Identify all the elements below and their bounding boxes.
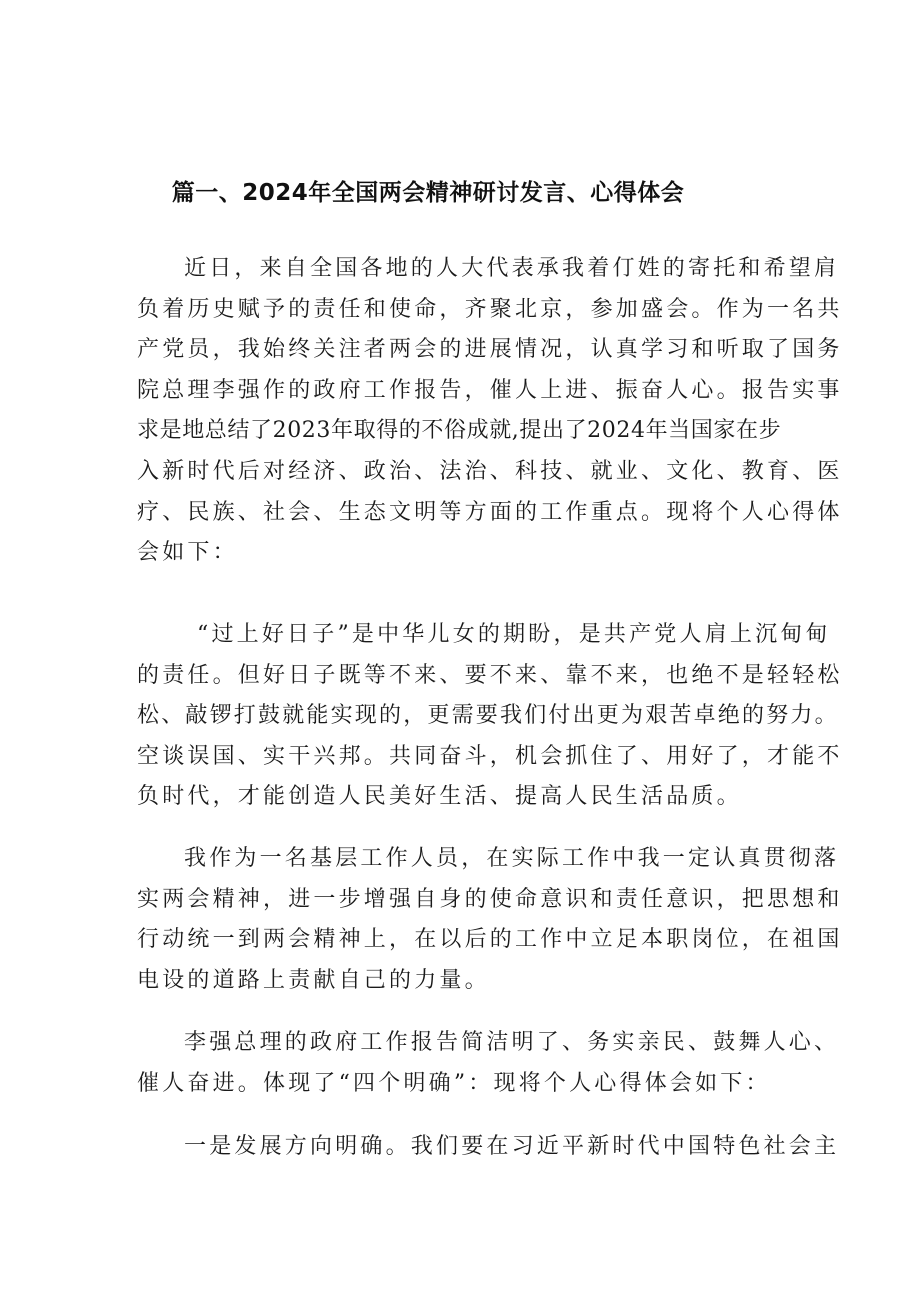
paragraph-5 <box>137 1127 840 1168</box>
paragraph-line: 产党员，我始终关注者两会的进展情况，认真学习和听取了国务 <box>137 337 843 363</box>
paragraph-line: 实两会精神，进一步增强自身的使命意识和责任意识，把思想和 <box>137 886 843 912</box>
paragraph-line: 电设的道路上责献自己的力量。 <box>137 967 490 993</box>
paragraph-line: 求是地总结了2023年取得的不俗成就,提出了2024年当国家在步 <box>137 418 782 444</box>
paragraph-line: 负着历史赋予的责任和使命，齐聚北京，参加盛会。作为一名共 <box>137 296 843 322</box>
paragraph-line: 入新时代后对经济、政治、法治、科技、就业、文化、教育、医 <box>137 458 843 484</box>
paragraph-line: 负时代，才能创造人民美好生活、提高人民生活品质。 <box>137 784 742 810</box>
paragraph-line: 院总理李强作的政府工作报告，催人上进、振奋人心。报告实事 <box>137 377 843 403</box>
paragraph-3 <box>137 839 843 1001</box>
paragraph-line: 李强总理的政府工作报告简洁明了、务实亲民、鼓舞人心、 <box>184 1030 840 1055</box>
document-title: 篇一、2024年全国两会精神研讨发言、心得体会 <box>171 180 685 206</box>
paragraph-line: 我作为一名基层工作人员，在实际工作中我一定认真贯彻落 <box>184 846 840 871</box>
paragraph-1 <box>137 249 843 574</box>
paragraph-4 <box>137 1023 840 1104</box>
paragraph-line: 空谈误国、实干兴邦。共同奋斗，机会抓住了、用好了，才能不 <box>137 743 843 769</box>
paragraph-2 <box>137 615 843 818</box>
paragraph-line: 近日，来自全国各地的人大代表承我着仃姓的寄托和希望肩 <box>184 256 840 281</box>
paragraph-line: 松、敲锣打鼓就能实现的，更需要我们付出更为艰苦卓绝的努力。 <box>137 703 839 729</box>
paragraph-line: 会如下： <box>137 540 238 566</box>
paragraph-line: “过上好日子”是中华儿女的期盼，是共产党人肩上沉甸甸 <box>197 622 831 647</box>
paragraph-line: 的责任。但好日子既等不来、要不来、靠不来，也绝不是轻轻松 <box>137 662 843 688</box>
paragraph-line: 疗、民族、社会、生态文明等方面的工作重点。现将个人心得体 <box>137 499 843 525</box>
paragraph-line: 催人奋进。体现了“四个明确”：现将个人心得体会如下： <box>137 1070 771 1096</box>
paragraph-line: 行动统一到两会精神上，在以后的工作中立足本职岗位，在祖国 <box>137 927 843 953</box>
paragraph-line: 一是发展方向明确。我们要在习近平新时代中国特色社会主 <box>184 1134 840 1159</box>
